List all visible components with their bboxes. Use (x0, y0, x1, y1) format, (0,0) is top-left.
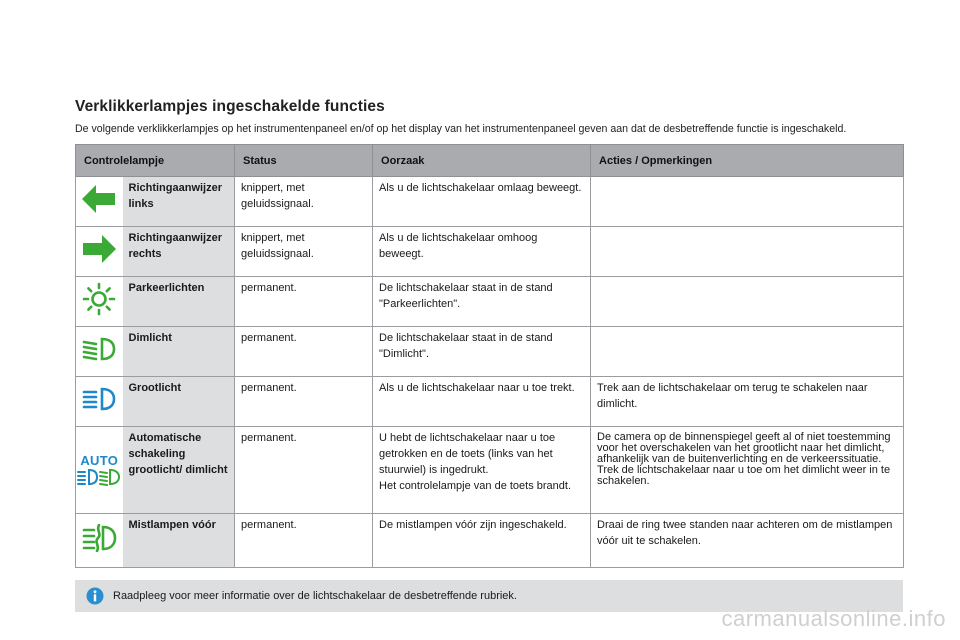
row-cause: Als u de lichtschakelaar omlaag beweegt. (373, 177, 591, 227)
page-title: Verklikkerlampjes ingeschakelde functies (75, 98, 385, 115)
parking-light-icon (82, 282, 116, 316)
high-beam-icon (81, 386, 117, 412)
table-row (76, 327, 904, 377)
row-name: Richtingaanwijzer rechts (123, 227, 235, 277)
row-cause: Als u de lichtschakelaar omhoog beweegt. (373, 227, 591, 277)
row-cause: De lichtschakelaar staat in de stand "Parkeerlichten". (373, 277, 591, 327)
auto-beam-icon (77, 454, 121, 486)
row-status: permanent. (235, 427, 373, 514)
page-subtitle: De volgende verklikkerlampjes op het instrumentenpaneel en/of op het display van het instrumentenpaneel geven aan dat de desbetreffende functie is ingeschakeld. (75, 123, 847, 135)
row-action (591, 227, 904, 277)
row-name: Grootlicht (123, 377, 235, 427)
table-row (76, 377, 904, 427)
low-beam-icon (81, 336, 117, 362)
row-cause: De lichtschakelaar staat in de stand "Dimlicht". (373, 327, 591, 377)
row-action (591, 327, 904, 377)
row-name: Mistlampen vóór (123, 514, 235, 568)
row-status: knippert, met geluidssignaal. (235, 227, 373, 277)
row-name: Richtingaanwijzer links (123, 177, 235, 227)
table-row (76, 227, 904, 277)
table-row (76, 177, 904, 227)
table-row (76, 514, 904, 568)
right-arrow-icon (81, 234, 117, 264)
row-status: permanent. (235, 277, 373, 327)
row-action: Trek aan de lichtschakelaar om terug te schakelen naar dimlicht. (591, 377, 904, 427)
left-arrow-icon (81, 184, 117, 214)
front-fog-icon (81, 524, 117, 552)
column-header-oorzaak: Oorzaak (373, 145, 591, 177)
row-status: permanent. (235, 327, 373, 377)
row-status: permanent. (235, 514, 373, 568)
row-name: Automatische schakeling grootlicht/ dimlicht (123, 427, 235, 514)
row-action: Draai de ring twee standen naar achteren om de mistlampen vóór uit te schakelen. (591, 514, 904, 568)
row-name: Parkeerlichten (123, 277, 235, 327)
table-header-row (76, 145, 904, 177)
row-action-extra: Trek de lichtschakelaar naar u toe om het dimlicht weer in te schakelen. (597, 464, 891, 487)
column-header-status: Status (235, 145, 373, 177)
row-cause: De mistlampen vóór zijn ingeschakeld. (373, 514, 591, 568)
column-header-controlelampje: Controlelampje (76, 145, 235, 177)
table-row (76, 427, 904, 514)
info-icon (86, 587, 104, 605)
row-cause-extra: Het controlelampje van de toets brandt. (379, 480, 572, 492)
row-cause: U hebt de lichtschakelaar naar u toe getrokken en de toets (links van het stuurwiel) is ingedrukt. (379, 432, 556, 476)
table-row (76, 277, 904, 327)
row-action (591, 177, 904, 227)
column-header-acties: Acties / Opmerkingen (591, 145, 904, 177)
row-status: permanent. (235, 377, 373, 427)
auto-label: AUTO (80, 453, 119, 468)
row-action: De camera op de binnenspiegel geeft al of niet toestemming voor het overschakelen van het grootlicht naar het dimlicht, afhankelijk van de buitenverlichting en de verkeerssituatie. (597, 431, 891, 465)
row-status: knippert, met geluidssignaal. (235, 177, 373, 227)
warning-lights-table (75, 144, 904, 568)
info-note-text: Raadpleeg voor meer informatie over de lichtschakelaar de desbetreffende rubriek. (113, 590, 517, 602)
row-action (591, 277, 904, 327)
row-cause: Als u de lichtschakelaar naar u toe trekt. (373, 377, 591, 427)
watermark: carmanualsonline.info (721, 606, 946, 631)
row-name: Dimlicht (123, 327, 235, 377)
